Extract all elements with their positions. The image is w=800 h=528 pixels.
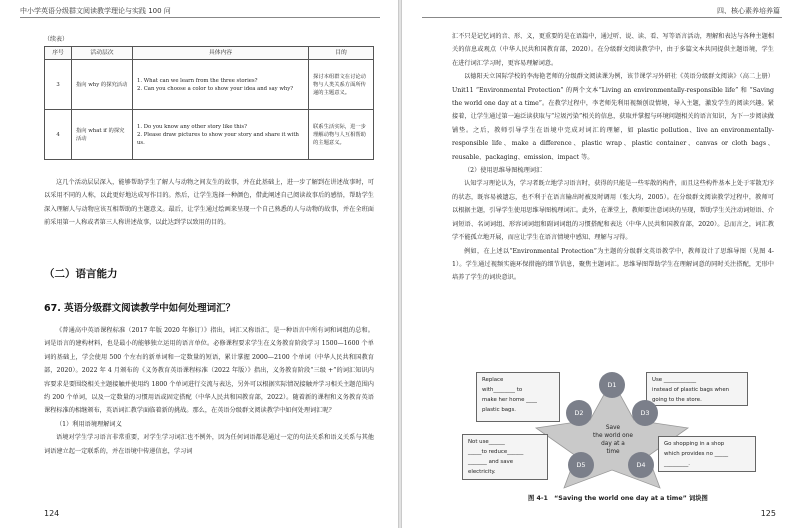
cell-purpose: 探讨本组群文在讨论动物与人类关系方面所传递的主题意义。 [309,60,374,110]
cell-num: 4 [45,110,72,160]
table-row [45,60,374,110]
cell-content [133,110,309,160]
left-page [0,0,398,528]
box-line: make her home ____ [482,397,537,403]
table-header-row [45,47,374,60]
box-line: plastic bags. [482,407,516,413]
content-line: 2. Can you choose a color to show your idea and say why? [137,85,294,92]
col-header-num: 序号 [45,47,72,60]
right-page-number: 125 [760,509,776,518]
right-page [402,0,800,528]
center-line: Save [605,425,621,431]
continued-label: （续表） [44,36,69,43]
content-line: 1. What can we learn from the three stories? [137,77,258,84]
header-rule [422,17,782,18]
paragraph: 语境对学生学习语言非常重要，对学生学习词汇也不例外，因为任何词语都是通过一定的句法关系和语义关系与其他词语建立起一定联系的，并在语境中传递信息，学习词 [44,434,374,455]
col-header-level: 活动层次 [72,47,133,60]
center-line: time [606,449,620,455]
cell-level: 指向 what if 的探究活动 [72,110,133,160]
box-line: Use ____________ [652,377,697,383]
col-header-content: 具体内容 [133,47,309,60]
paragraph: 这几个活动层层深入，能够帮助学生了解人与动物之间友生的故事，并在此基础上，进一步了解到在讲述故事时，可以采用不同的人称，以此更好地达成写作目的。然后，让学生选择一种颜色，借此阐述自己阅读故事后的感悟，帮助学生深入理解人与动物应该互相帮助的主题意义。最后，让学生通过绘画来呈现一个自己熟悉的人与动物的故事，并在全班面前采用第一人称或者第三人称讲述故事，以此达到学以致用的目的。 [44,179,374,227]
activity-table [44,46,374,160]
word-chunk-diagram [468,372,748,490]
left-running-header: 中小学英语分级群文阅读教学理论与实践 100 问 [20,7,171,15]
subheading: （2）使用思维导图梳理词汇 [464,167,543,175]
table-row [45,110,374,160]
question-heading: 67. 英语分级群文阅读教学中如何处理词汇？ [44,303,236,314]
cell-level: 指向 why 的探究活动 [72,60,133,110]
paragraph: 《普通高中英语课程标准（2017 年版 2020 年修订）》指出，词汇又称语汇，是一种语言中所有词和词组的总和。词是语言的建构材料，也是最小的能够独立运用的语言单位。必修课程要求学生在义务教育阶段学习 1500—1600 个单词的基础上，学会使用 500 个左右的新单词和一定数量的短语，累计掌握 2000—2100 个单词（中华人民共和国教育部，2020）。2022 年 4 月颁布的《义务教育英语课程标准（2022 年版）》指出，义务教育阶段“三级 +”的词汇知识内容要求是要围绕相关主题接触并使用约 1800 个单词进行交流与表达，另外可以根据实际情况接触并学习相关主题范围内约 200 个单词，以及一定数量的习惯用语或固定搭配（中华人民共和国教育部，2022）。随着新的课程和义务教育英语课程标准的相继颁布，英语词汇教学面临着新的挑战。那么，在英语分级群文阅读教学中如何处理词汇呢？ [44,327,374,415]
box-line: _____to reduce______ [468,449,524,455]
paragraph: 汇不只是记忆词的音、形、义，更重要的是在语篇中，通过听、说、读、看、写等语言活动，理解和表达与各种主题相关的信息或观点（中华人民共和国教育部，2020）。在分级群文阅读教学中，由于多篇文本共同提供主题语境，学生在进行词汇学习时，更容易理解词意。 [452,33,774,67]
node-d5: D5 [568,452,594,478]
node-d2: D2 [566,400,592,426]
left-page-number: 124 [44,509,60,518]
left-paragraph-1-block [44,176,374,230]
node-d1: D1 [599,372,625,398]
right-text-block [452,30,774,285]
cell-content [133,60,309,110]
box-line: with________ to [482,387,523,393]
box-line: which provides no _____ [664,451,729,457]
content-line: 1. Do you know any other story like this? [137,123,247,130]
box-line: _________. [664,461,690,467]
header-rule [20,17,380,18]
right-running-header: 四、核心素养培养篇 [717,7,780,15]
paragraph: 例如，在上述以“Environmental Protection”为主题的分级群文英语教学中，教师设计了思维导图（见图 4-1）。学生通过视频实施环保措施的细节信息，聚焦主题词汇。思维导图帮助学生在理解词意的同时关注搭配，无形中培养了学生的词块意识。 [452,247,774,282]
paragraph: 以德阳天立国际学校的李海艳老师的分级群文阅读课为例，该节课学习外研社《英语分级群文阅读》（高二上册）Unit11 “Environmental Protection” 的两个文本“Living an environmentally-responsible life” 和 “Saving the world one day at a time”。在教学过程中，李老师先利用视频创设情境，导入主题，激发学生的阅读兴趣。紧接着，让学生通过第一遍泛读获取与“垃圾污染”相关的信息，获取并掌握与环境问题相关的语言知识，为下一步阅读做铺垫。之后，教师引导学生在语境中完成对词汇的理解，如 plastic pollution、live an environmentally-responsible life、make a difference、plastic wrap、plastic container、canvas or cloth bags、reusable、packaging、emission、impact 等。 [452,73,774,161]
cell-num: 3 [45,60,72,110]
box-line: electricity. [468,469,496,475]
left-paragraph-2-block [44,324,374,458]
center-line: the world one [593,433,633,439]
chunk-box-top-left [476,372,560,422]
box-line: going to the store. [652,397,702,403]
section-heading: （二）语言能力 [44,268,118,280]
col-header-purpose: 目的 [309,47,374,60]
cell-purpose: 联系生活实际，进一步理解动物与人互相帮助的主题意义。 [309,110,374,160]
chunk-box-bottom-left [462,434,548,480]
box-line: Go shopping in a shop [664,441,725,447]
subheading: （1）利用语境理解词义 [56,420,122,428]
box-line: Replace [482,377,504,383]
box-line: _______ and save [468,459,514,465]
figure-caption: 图 4-1 “Saving the world one day at a time” 词块图 [528,495,708,502]
node-d4: D4 [628,452,654,478]
paragraph: 认知学习理论认为，学习者既立地学习语言时，获得的只能是一些零散的构件，而且这些构件基本上处于零散无序的状态，既容易被遗忘，也不利于在语言输出时被及时调用（张大均，2005）。在分级群文阅读教学过程中，教师可以根据主题，引导学生使用思维导图梳理词汇。此外，在课堂上，教师要注意词块的呈现，帮助学生关注动词短语、介词短语、名词词组、形容词词组和副词词组的习惯搭配和表达（中华人民共和国教育部，2020）。总而言之，词汇教学不能孤立地开展，而应让学生在语言情境中感知、理解与习得。 [452,180,774,242]
diagram-center-label [590,424,636,456]
content-line: 2. Please draw pictures to show your story and share it with us. [137,131,299,146]
box-line: Not use______ [468,439,505,445]
node-d3: D3 [632,400,658,426]
box-line: instead of plastic bags when [652,387,730,393]
center-line: day at a [601,441,625,447]
chunk-box-bottom-right [658,436,756,472]
chunk-box-top-right [646,372,748,406]
